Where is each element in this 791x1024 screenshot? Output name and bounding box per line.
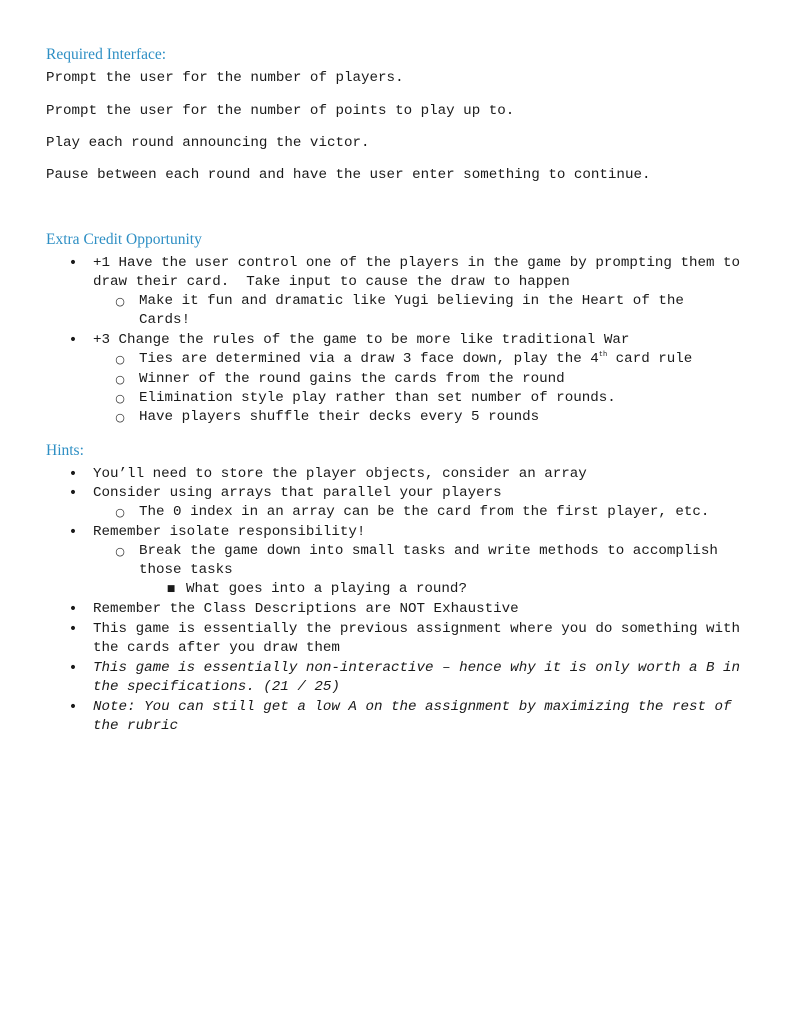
- bullet-disc-icon: •: [68, 601, 78, 617]
- hints-heading: Hints:: [46, 442, 84, 459]
- bullet-disc-icon: •: [68, 660, 78, 676]
- hint-item: Remember isolate responsibility!: [93, 524, 366, 540]
- bullet-disc-icon: •: [68, 255, 78, 271]
- hint-item: Remember the Class Descriptions are NOT Exhaustive: [93, 601, 519, 617]
- extra-credit-item: draw their card. Take input to cause the draw to happen: [93, 274, 570, 290]
- tie-rule-text: Ties are determined via a draw 3 face down, play the 4: [139, 351, 599, 367]
- extra-credit-subitem: Elimination style play rather than set number of rounds.: [139, 390, 616, 406]
- bullet-circle-icon: ○: [115, 392, 125, 405]
- hint-subitem: those tasks: [139, 562, 233, 578]
- bullet-circle-icon: ○: [115, 295, 125, 308]
- extra-credit-subitem: Cards!: [139, 312, 191, 328]
- bullet-circle-icon: ○: [115, 373, 125, 386]
- hint-subitem: Break the game down into small tasks and write methods to accomplish: [139, 543, 718, 559]
- required-interface-line: Pause between each round and have the user enter something to continue.: [46, 167, 651, 183]
- hint-item: This game is essentially non-interactive – hence why it is only worth a B in: [93, 660, 741, 676]
- bullet-disc-icon: •: [68, 466, 78, 482]
- extra-credit-subitem: [139, 350, 692, 370]
- extra-credit-item: +3 Change the rules of the game to be more like traditional War: [93, 332, 630, 348]
- hint-item: the rubric: [93, 718, 179, 734]
- hint-item: the specifications. (21 / 25): [93, 679, 340, 695]
- bullet-disc-icon: •: [68, 524, 78, 540]
- bullet-disc-icon: •: [68, 485, 78, 501]
- bullet-circle-icon: ○: [115, 353, 125, 366]
- extra-credit-subitem: Winner of the round gains the cards from the round: [139, 371, 565, 387]
- required-interface-line: Prompt the user for the number of points to play up to.: [46, 103, 515, 119]
- required-interface-line: Prompt the user for the number of players.: [46, 70, 404, 86]
- bullet-disc-icon: •: [68, 621, 78, 637]
- hint-item: the cards after you draw them: [93, 640, 340, 656]
- bullet-disc-icon: •: [68, 699, 78, 715]
- extra-credit-heading: Extra Credit Opportunity: [46, 231, 202, 248]
- bullet-circle-icon: ○: [115, 411, 125, 424]
- extra-credit-subitem: Have players shuffle their decks every 5 rounds: [139, 409, 540, 425]
- hint-item: Note: You can still get a low A on the assignment by maximizing the rest of: [93, 699, 732, 715]
- hint-item: You’ll need to store the player objects, consider an array: [93, 466, 587, 482]
- bullet-disc-icon: •: [68, 332, 78, 348]
- hint-subsubitem: What goes into a playing a round?: [186, 581, 467, 597]
- ordinal-superscript: th: [598, 351, 608, 359]
- hint-subitem: The 0 index in an array can be the card from the first player, etc.: [139, 504, 710, 520]
- required-interface-heading: Required Interface:: [46, 46, 167, 63]
- bullet-square-icon: ■: [166, 584, 176, 594]
- required-interface-line: Play each round announcing the victor.: [46, 135, 370, 151]
- tie-rule-text-end: card rule: [607, 351, 693, 367]
- bullet-circle-icon: ○: [115, 545, 125, 558]
- hint-item: This game is essentially the previous assignment where you do something with: [93, 621, 741, 637]
- hint-item: Consider using arrays that parallel your players: [93, 485, 502, 501]
- extra-credit-subitem: Make it fun and dramatic like Yugi believing in the Heart of the: [139, 293, 684, 309]
- bullet-circle-icon: ○: [115, 506, 125, 519]
- extra-credit-item: +1 Have the user control one of the players in the game by prompting them to: [93, 255, 741, 271]
